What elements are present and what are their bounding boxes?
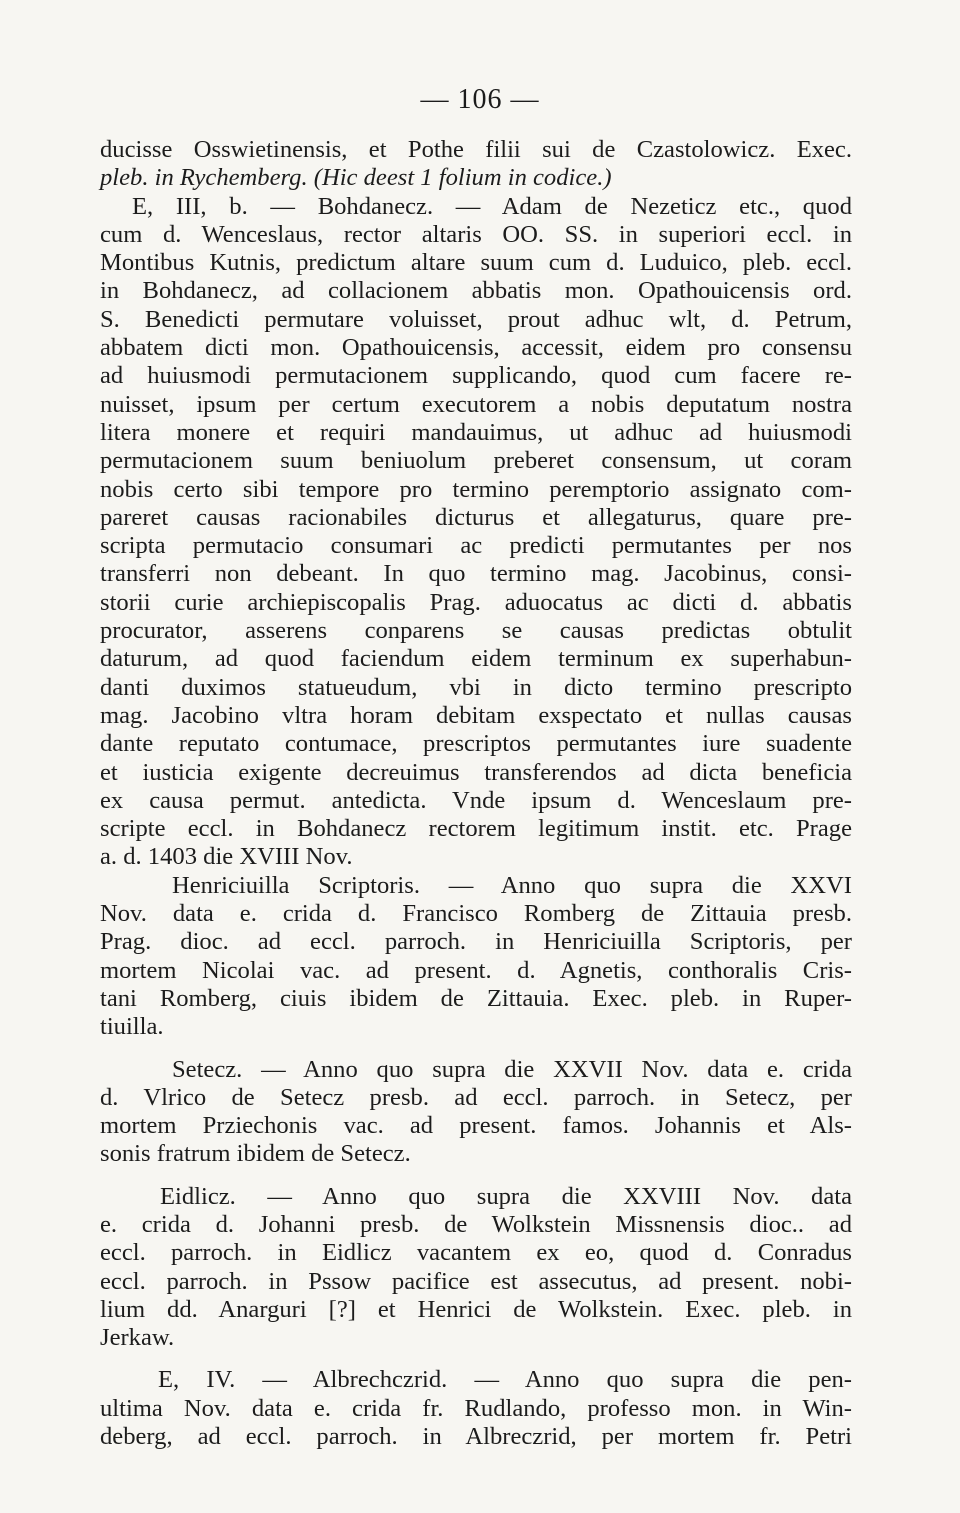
text-line: Montibus Kutnis, predictum altare suum cum d. Luduico, pleb. eccl. xyxy=(100,249,852,277)
text-line: ex causa permut. antedicta. Vnde ipsum d. Wenceslaum pre- xyxy=(100,786,852,814)
entry-heading-bohdanecz: E, III, b. — Bohdanecz. — Adam de Nezeticz etc., quod xyxy=(132,192,852,220)
text-line: transferri non debeant. In quo termino mag. Jacobinus, consi- xyxy=(100,560,852,588)
text-line: daturum, ad quod faciendum eidem terminum ex superhabun- xyxy=(100,645,852,673)
text-line: nuisset, ipsum per certum executorem a nobis deputatum nostra xyxy=(100,390,852,418)
paragraph-gap xyxy=(100,1169,852,1183)
text-line: pleb. in Rychemberg. (Hic deest 1 folium in codice.) xyxy=(100,164,612,192)
text-line: S. Benedicti permutare voluisset, prout adhuc wlt, d. Petrum, xyxy=(100,305,852,333)
text-line: nobis certo sibi tempore pro termino peremptorio assignato com- xyxy=(100,475,852,503)
text-line: scripta permutacio consumari ac predicti permutantes per nos xyxy=(100,532,852,560)
text-line: storii curie archiepiscopalis Prag. aduocatus ac dicti d. abbatis xyxy=(100,588,852,616)
text-line: ducisse Osswietinensis, et Pothe filii sui de Czastolowicz. Exec. xyxy=(100,136,852,163)
text-line: Prag. dioc. ad eccl. parroch. in Henriciuilla Scriptoris, per xyxy=(100,928,852,956)
entry-heading-albrechczrid: E, IV. — Albrechczrid. — Anno quo supra die pen- xyxy=(158,1366,852,1394)
text-line: in Bohdanecz, ad collacionem abbatis mon. Opathouicensis ord. xyxy=(100,277,852,305)
text-line: litera monere et requiri mandauimus, ut adhuc ad huiusmodi xyxy=(100,418,852,446)
text-line: tani Romberg, ciuis ibidem de Zittauia. Exec. pleb. in Ruper- xyxy=(100,984,852,1012)
text-line: eccl. parroch. in Pssow pacifice est assecutus, ad present. nobi- xyxy=(100,1267,852,1295)
text-line: deberg, ad eccl. parroch. in Albreczrid, per mortem fr. Petri xyxy=(100,1423,852,1451)
text-line: pareret causas racionabiles dicturus et allegaturus, quare pre- xyxy=(100,503,852,531)
text-line: mag. Jacobino vltra horam debitam exspectato et nullas causas xyxy=(100,701,852,729)
text-line: abbatem dicti mon. Opathouicensis, accessit, eidem pro consensu xyxy=(100,334,852,362)
text-line: a. d. 1403 die XVIII Nov. xyxy=(100,843,353,871)
text-line: danti duximos statueudum, vbi in dicto termino prescripto xyxy=(100,673,852,701)
body-text xyxy=(100,136,852,1451)
text-line: ultima Nov. data e. crida fr. Rudlando, professo mon. in Win- xyxy=(100,1394,852,1422)
entry-heading-setecz: Setecz. — Anno quo supra die XXVII Nov. data e. crida xyxy=(172,1055,852,1083)
text-line: d. Vlrico de Setecz presb. ad eccl. parroch. in Setecz, per xyxy=(100,1083,852,1111)
text-line: dante reputato contumace, prescriptos permutantes iure suadente xyxy=(100,730,852,758)
text-line: cum d. Wenceslaus, rector altaris OO. SS. in superiori eccl. in xyxy=(100,220,852,248)
text-line: lium dd. Anarguri [?] et Henrici de Wolkstein. Exec. pleb. in xyxy=(100,1295,852,1323)
entry-heading-eidlicz: Eidlicz. — Anno quo supra die XXVIII Nov. data xyxy=(160,1182,852,1210)
text-line: ad huiusmodi permutacionem supplicando, quod cum facere re- xyxy=(100,362,852,390)
text-line: permutacionem suum beniuolum preberet consensum, ut coram xyxy=(100,447,852,475)
text-line: mortem Nicolai vac. ad present. d. Agnetis, conthoralis Cris- xyxy=(100,956,852,984)
text-line: et iusticia exigente decreuimus transferendos ad dicta beneficia xyxy=(100,758,852,786)
entry-heading-henriciuilla: Henriciuilla Scriptoris. — Anno quo supra die XXVI xyxy=(172,871,852,899)
text-line: procurator, asserens conparens se causas predictas obtulit xyxy=(100,617,852,645)
text-line: mortem Prziechonis vac. ad present. famos. Johannis et Als- xyxy=(100,1112,852,1140)
text-line: scripte eccl. in Bohdanecz rectorem legitimum instit. etc. Prage xyxy=(100,815,852,843)
text-line: e. crida d. Johanni presb. de Wolkstein Missnensis dioc.. ad xyxy=(100,1210,852,1238)
text-line: tiuilla. xyxy=(100,1013,164,1041)
text-line: Nov. data e. crida d. Francisco Romberg de Zittauia presb. xyxy=(100,900,852,928)
text-line: eccl. parroch. in Eidlicz vacantem ex eo, quod d. Conradus xyxy=(100,1239,852,1267)
paragraph-gap xyxy=(100,1352,852,1366)
page-number: — 106 — xyxy=(420,84,540,115)
text-line: Jerkaw. xyxy=(100,1324,175,1352)
text-line: sonis fratrum ibidem de Setecz. xyxy=(100,1140,411,1168)
paragraph-gap xyxy=(100,1042,852,1056)
